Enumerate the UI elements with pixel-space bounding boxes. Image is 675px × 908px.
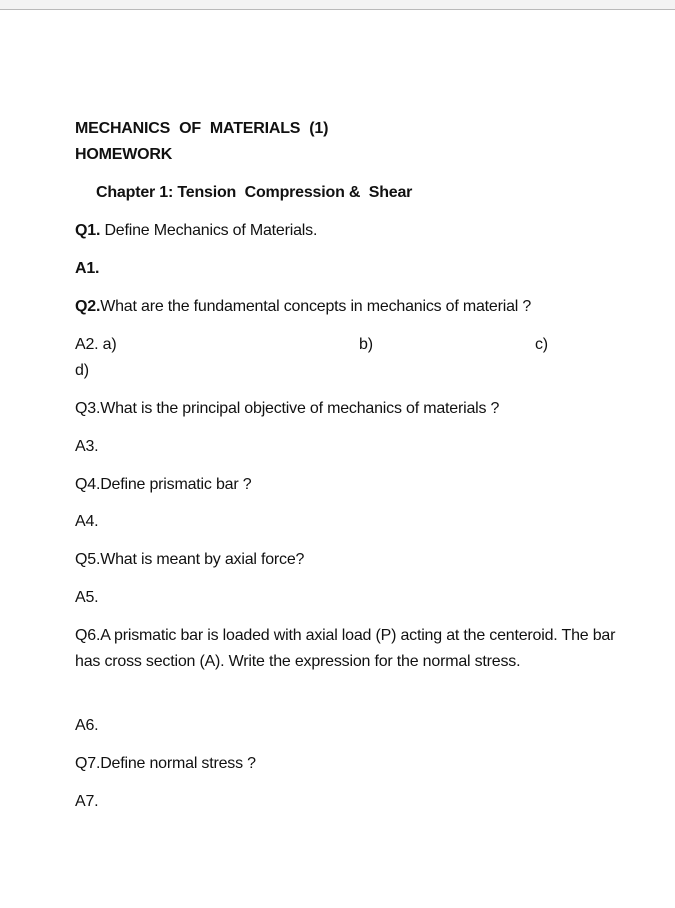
question-1 xyxy=(75,221,317,241)
question-2 xyxy=(75,297,531,317)
question-4: Q4.Define prismatic bar ? xyxy=(75,476,252,493)
course-title xyxy=(75,119,337,139)
question-2-label: Q2. xyxy=(75,298,101,315)
chapter-heading: Chapter 1: Tension Compression & Shear xyxy=(96,184,413,201)
answer-6: A6. xyxy=(75,717,99,734)
answer-3: A3. xyxy=(75,438,99,455)
question-6: Q6.A prismatic bar is loaded with axial load (P) acting at the centeroid. The bar has cross section (A). Write the expression for the normal stress. xyxy=(75,627,616,670)
answer-2-option-a: A2. a) xyxy=(75,336,117,353)
question-3: Q3.What is the principal objective of mechanics of materials ? xyxy=(75,400,500,417)
homework-heading: HOMEWORK xyxy=(75,146,173,163)
course-title-word: (1) xyxy=(309,120,329,137)
course-title-word: OF xyxy=(179,120,201,137)
answer-2-option-b: b) xyxy=(359,336,373,353)
answer-5: A5. xyxy=(75,589,99,606)
question-5: Q5.What is meant by axial force? xyxy=(75,551,305,568)
question-7: Q7.Define normal stress ? xyxy=(75,755,256,772)
question-2-text: What are the fundamental concepts in mechanics of material ? xyxy=(100,298,532,315)
answer-4: A4. xyxy=(75,513,99,530)
course-title-word: MECHANICS xyxy=(75,120,171,137)
answer-7: A7. xyxy=(75,793,99,810)
answer-2-option-c: c) xyxy=(535,336,548,353)
question-1-label: Q1. xyxy=(75,222,101,239)
course-title-word: MATERIALS xyxy=(209,120,301,137)
question-1-text: Define Mechanics of Materials. xyxy=(100,222,318,239)
answer-1: A1. xyxy=(75,260,100,277)
answer-2-option-d: d) xyxy=(75,362,89,379)
